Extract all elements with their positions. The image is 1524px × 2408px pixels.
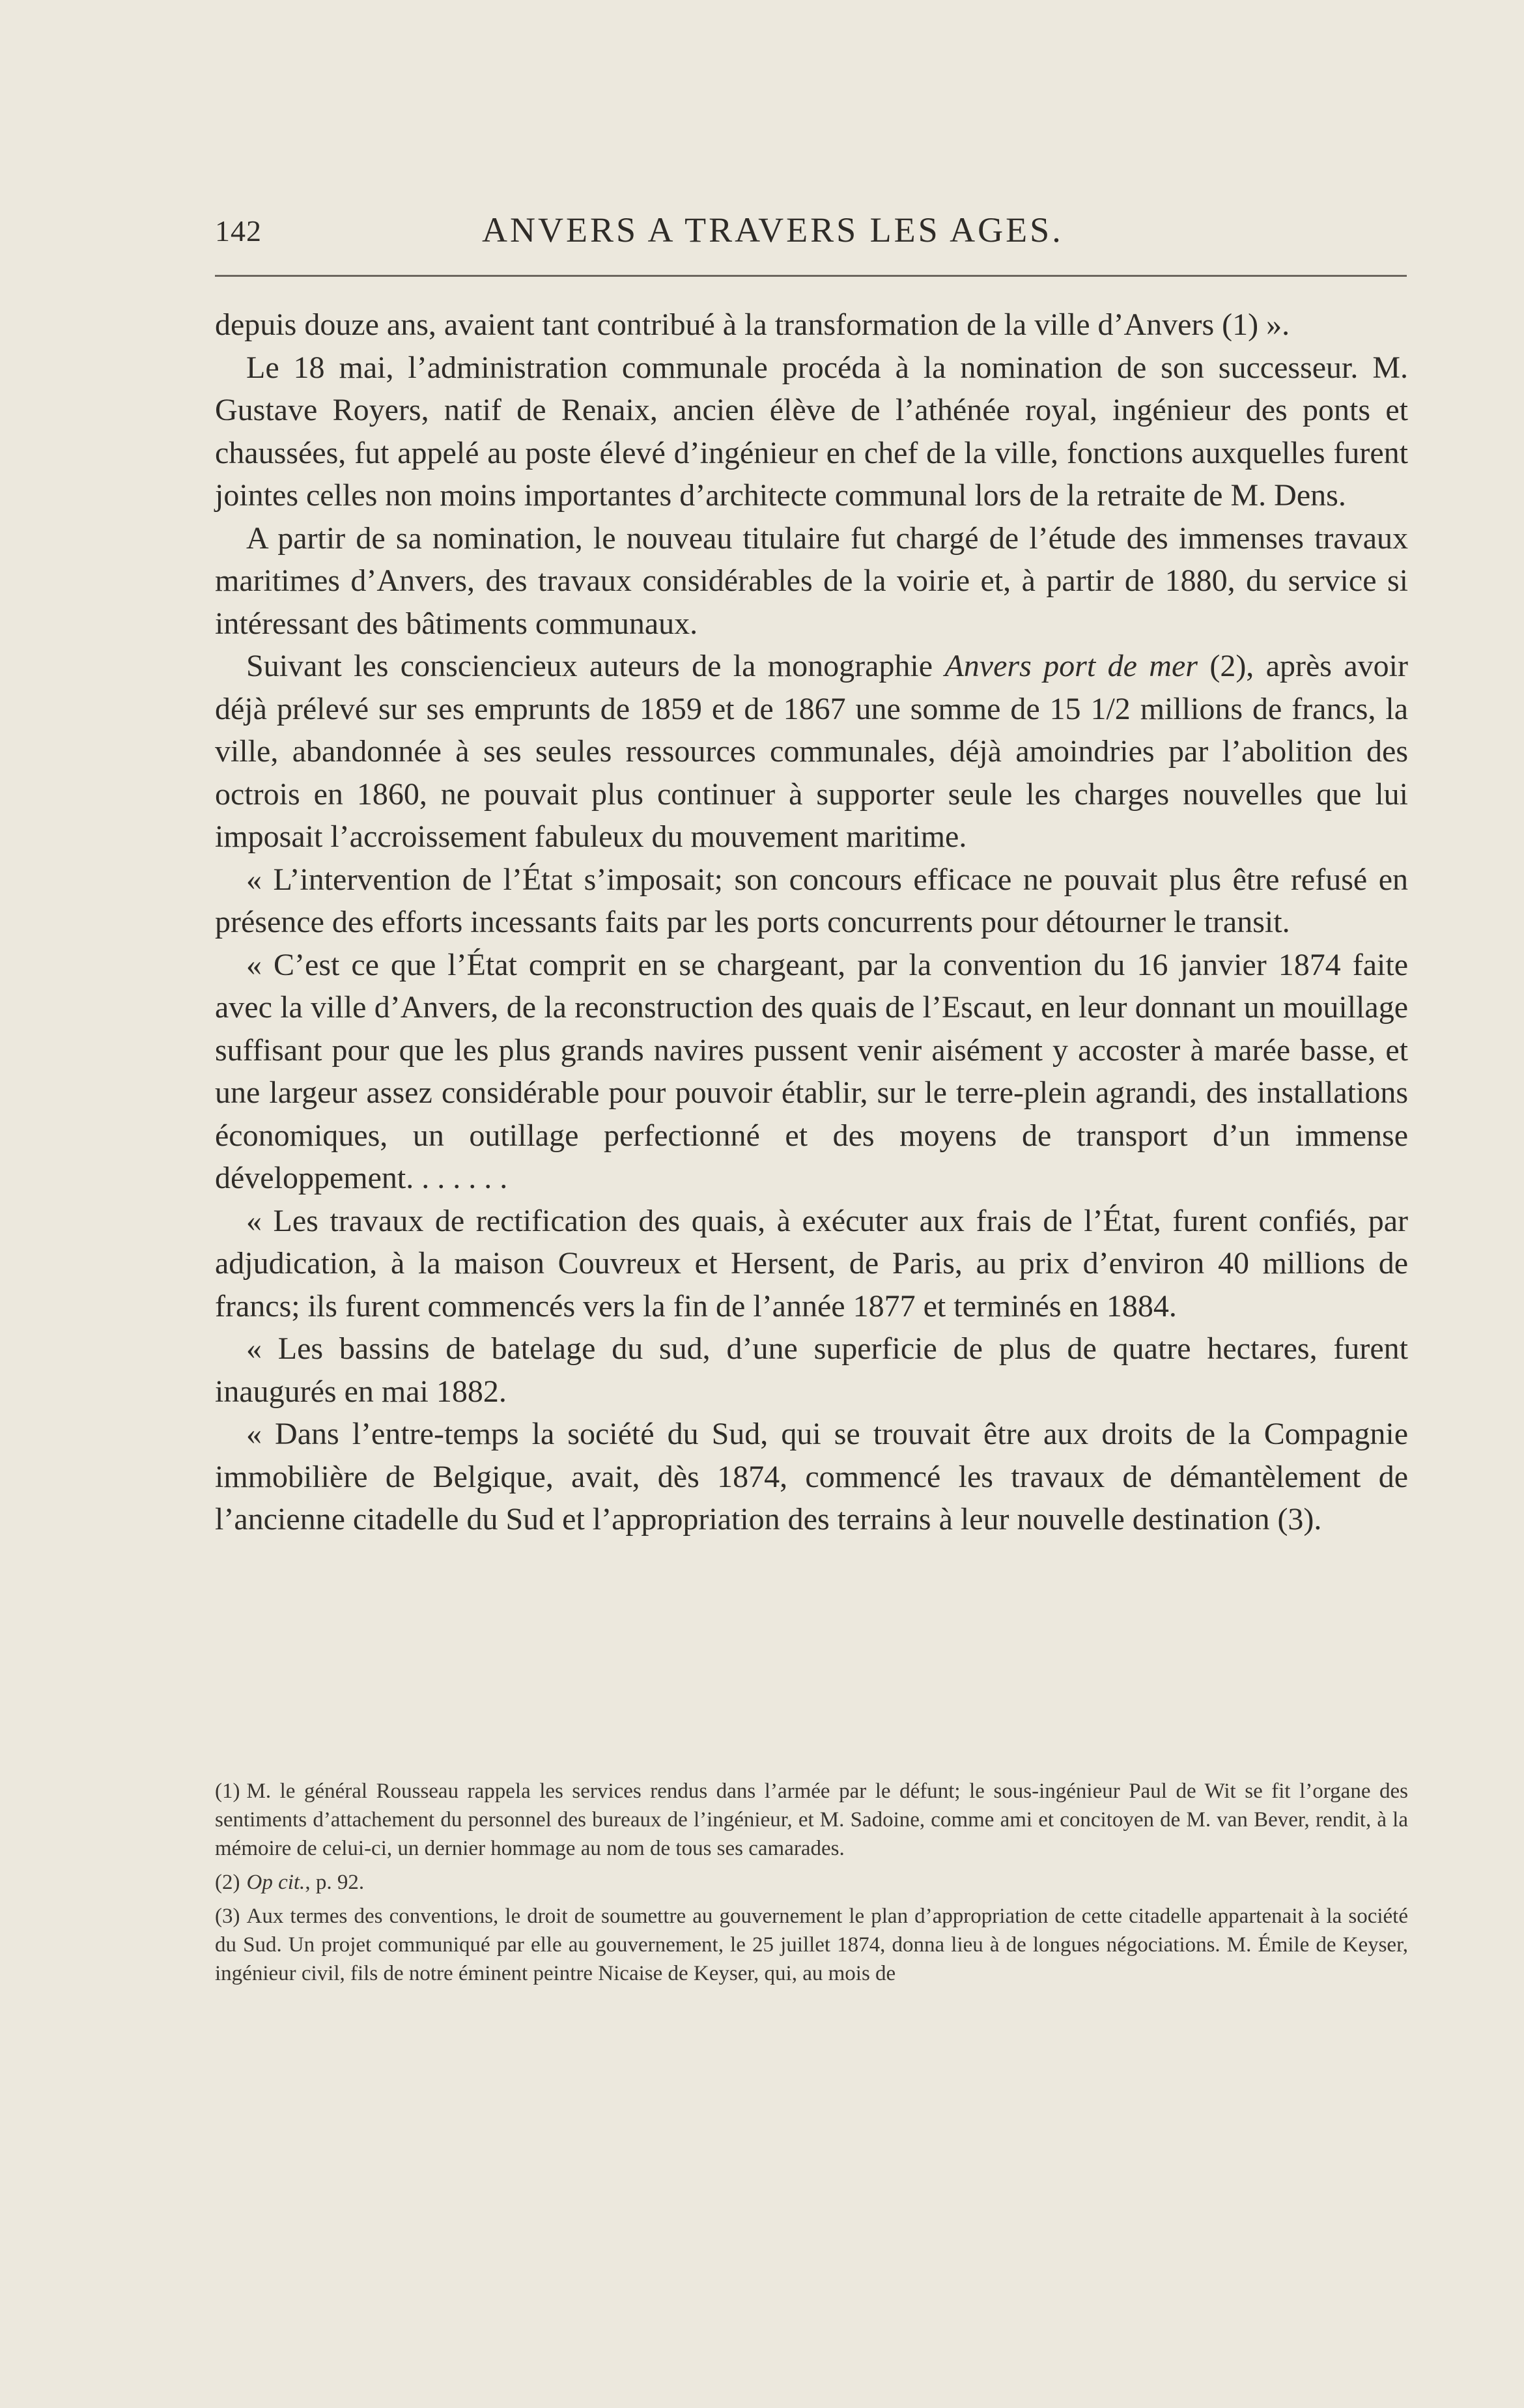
footnote-citation: Op cit. [246, 1871, 305, 1894]
page-header [215, 207, 1407, 259]
running-title: ANVERS A TRAVERS LES AGES. [482, 210, 1064, 249]
footnotes [215, 1777, 1408, 1993]
footnote [215, 1777, 1408, 1863]
paragraph-text: Suivant les consciencieux auteurs de la monographie [246, 649, 945, 683]
footnote-number: (3) [215, 1905, 240, 1928]
footnote [215, 1868, 1408, 1897]
paragraph-text: (2), après avoir déjà prélevé sur ses emprunts de 1859 et de 1867 une somme de 15 1/2 millions de francs, la ville, abandonnée à ses seules ressources communales, déjà amoindries par l’abolition des octrois en 1860, ne pouvait plus continuer à supporter seule les charges nouvelles que lui imposait l’accroissement fabuleux du mouvement maritime. [215, 649, 1408, 854]
paragraph: « Dans l’entre-temps la société du Sud, qui se trouvait être aux droits de la Compagnie immobilière de Belgique, avait, dès 1874, commencé les travaux de démantèlement de l’ancienne citadelle du Sud et l’appropriation des terrains à leur nouvelle destination (3). [215, 1417, 1408, 1537]
footnote [215, 1902, 1408, 1988]
paragraph: depuis douze ans, avaient tant contribué à la transformation de la ville d’Anvers (1) ». [215, 307, 1290, 342]
footnote-number: (2) [215, 1871, 240, 1894]
paragraph: « C’est ce que l’État comprit en se chargeant, par la convention du 16 janvier 1874 faite avec la ville d’Anvers, de la reconstruction des quais de l’Escaut, en leur donnant un mouillage suffisant pour que les plus grands navires pussent venir aisément y accoster à marée basse, et une largeur assez considérable pour pouvoir établir, sur le terre-plein agrandi, des installations économiques, un outillage perfectionné et des moyens de transport d’un immense développement. . . . . . . [215, 947, 1408, 1195]
book-title: Anvers port de mer [944, 649, 1198, 683]
footnote-text: Aux termes des conventions, le droit de soumettre au gouvernement le plan d’appropriation de cette citadelle appartenait à la société du Sud. Un projet communiqué par elle au gouvernement, le 25 juillet 1874, donna lieu à de longues négociations. M. Émile de Keyser, ingénieur civil, fils de notre éminent peintre Nicaise de Keyser, qui, au mois de [215, 1905, 1408, 1985]
paragraph: « Les bassins de batelage du sud, d’une superficie de plus de quatre hectares, furent inaugurés en mai 1882. [215, 1331, 1408, 1409]
paragraph: « Les travaux de rectification des quais, à exécuter aux frais de l’État, furent confiés, par adjudication, à la maison Couvreux et Hersent, de Paris, au prix d’environ 40 millions de francs; ils furent commencés vers la fin de l’année 1877 et terminés en 1884. [215, 1203, 1408, 1324]
body-text [215, 304, 1408, 1541]
paragraph: A partir de sa nomination, le nouveau titulaire fut chargé de l’étude des immenses travaux maritimes d’Anvers, des travaux considérables de la voirie et, à partir de 1880, du service si intéressant des bâtiments communaux. [215, 520, 1408, 641]
footnote-text: , p. 92. [305, 1871, 365, 1894]
footnote-number: (1) [215, 1779, 240, 1803]
paragraph [215, 645, 1408, 858]
page-number: 142 [215, 214, 262, 248]
paragraph: Le 18 mai, l’administration communale procéda à la nomination de son successeur. M. Gustave Royers, natif de Renaix, ancien élève de l’athénée royal, ingénieur des ponts et chaussées, fut appelé au poste élevé d’ingénieur en chef de la ville, fonctions auxquelles furent jointes celles non moins importantes d’architecte communal lors de la retraite de M. Dens. [215, 350, 1408, 513]
paragraph: « L’intervention de l’État s’imposait; son concours efficace ne pouvait plus être refusé en présence des efforts incessants faits par les ports concurrents pour détourner le transit. [215, 862, 1408, 939]
footnote-text: M. le général Rousseau rappela les services rendus dans l’armée par le défunt; le sous-ingénieur Paul de Wit se fit l’organe des sentiments d’attachement du personnel des bureaux de l’ingénieur, et M. Sadoine, comme ami et concitoyen de M. van Bever, rendit, à la mémoire de celui-ci, un dernier hommage au nom de tous ses camarades. [215, 1779, 1408, 1860]
header-rule [215, 275, 1407, 277]
